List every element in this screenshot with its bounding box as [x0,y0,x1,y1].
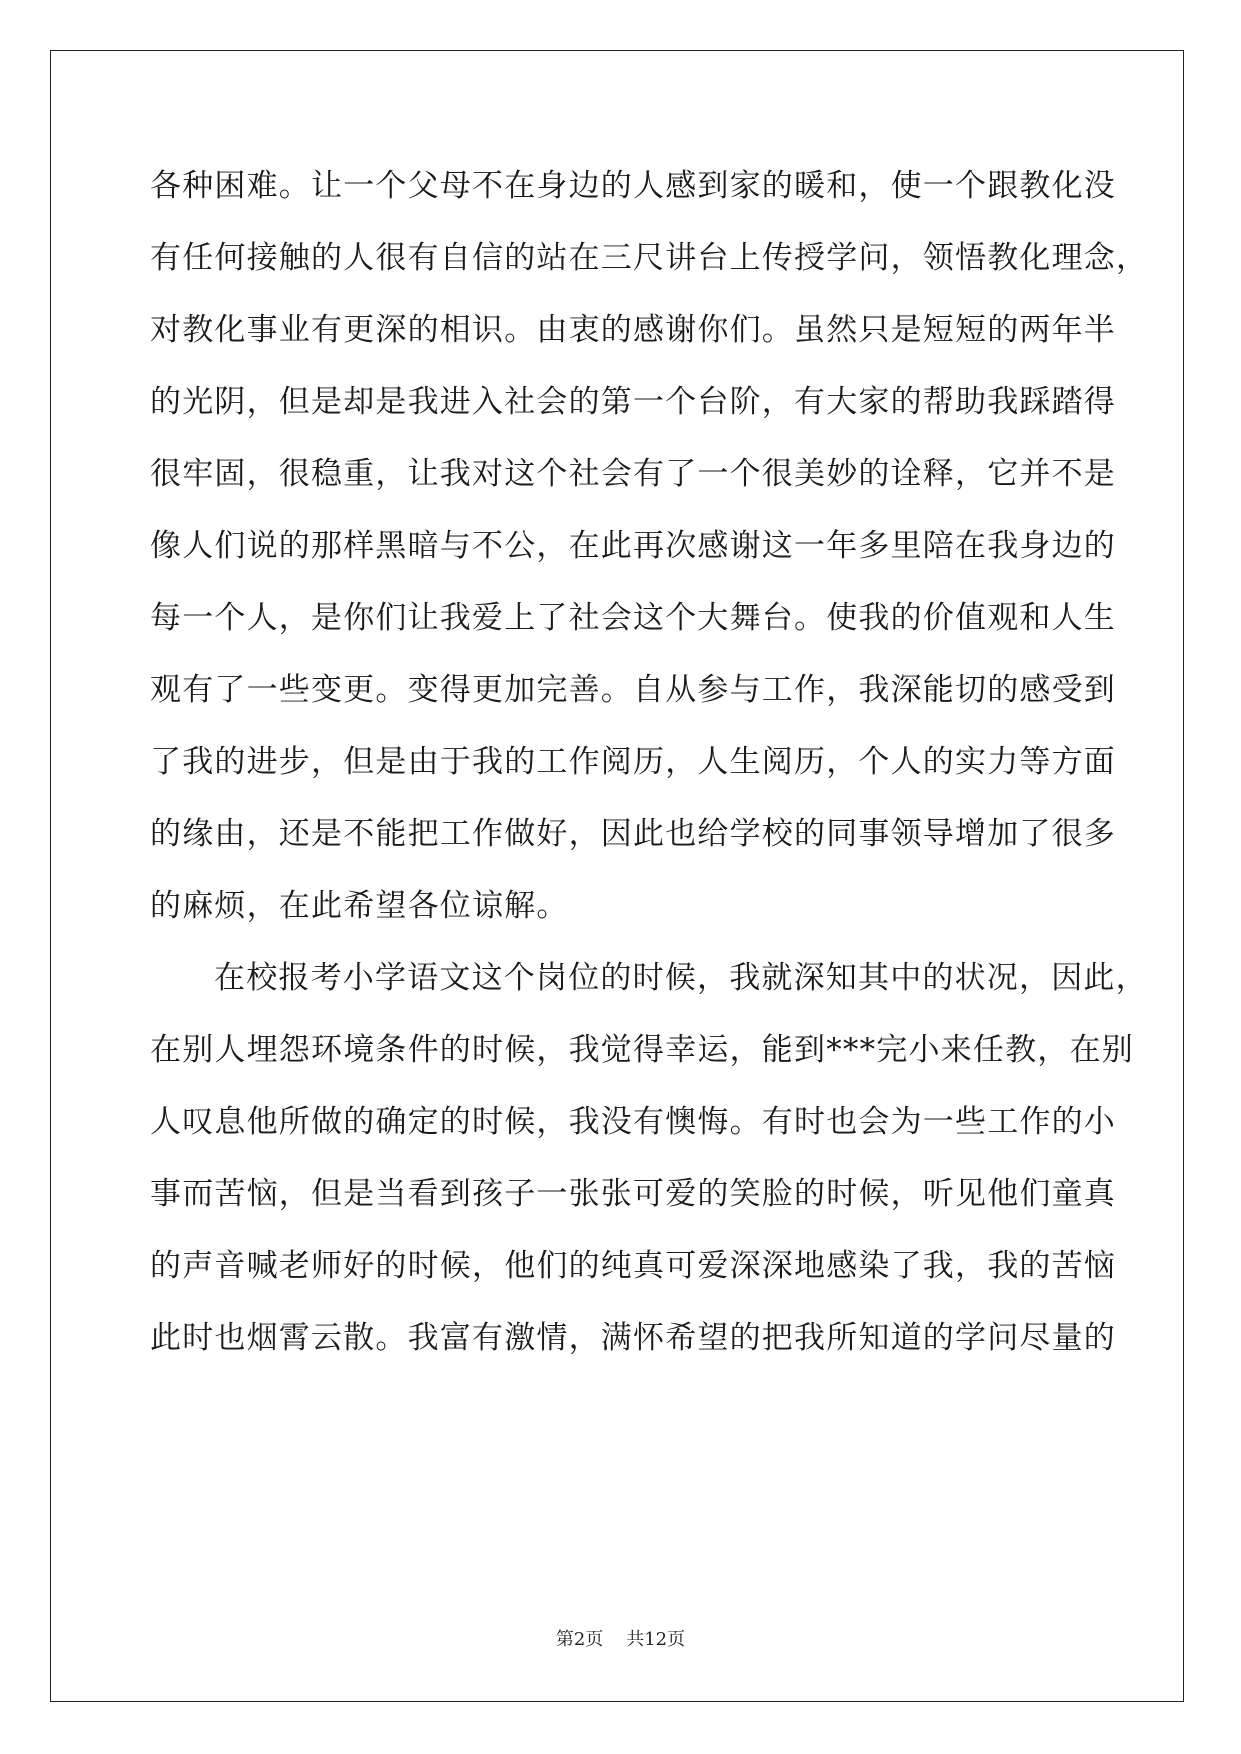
paragraph-start-line: 在校报考小学语文这个岗位的时候，我就深知其中的状况，因此， [214,960,1148,996]
text-line: 的光阴，但是却是我进入社会的第一个台阶，有大家的帮助我踩踏得 [150,384,1116,420]
page-number: 第2页 [555,1629,604,1650]
text-line: 对教化事业有更深的相识。由衷的感谢你们。虽然只是短短的两年半 [150,312,1116,348]
text-line: 人叹息他所做的确定的时候，我没有懊悔。有时也会为一些工作的小 [150,1104,1116,1140]
page-total: 共12页 [626,1629,686,1650]
text-line: 此时也烟霄云散。我富有激情，满怀希望的把我所知道的学问尽量的 [150,1320,1116,1356]
text-line: 事而苦恼，但是当看到孩子一张张可爱的笑脸的时候，听见他们童真 [150,1176,1116,1212]
text-line: 像人们说的那样黑暗与不公，在此再次感谢这一年多里陪在我身边的 [150,528,1116,564]
text-line: 观有了一些变更。变得更加完善。自从参与工作，我深能切的感受到 [150,672,1116,708]
text-line: 很牢固，很稳重，让我对这个社会有了一个很美妙的诠释，它并不是 [150,456,1116,492]
text-line: 了我的进步，但是由于我的工作阅历，人生阅历，个人的实力等方面 [150,744,1116,780]
text-line: 的缘由，还是不能把工作做好，因此也给学校的同事领导增加了很多 [150,816,1116,852]
page-footer [0,1625,1241,1651]
text-line: 有任何接触的人很有自信的站在三尺讲台上传授学问，领悟教化理念， [150,240,1149,276]
text-line: 的声音喊老师好的时候，他们的纯真可爱深深地感染了我，我的苦恼 [150,1248,1116,1284]
text-line: 每一个人，是你们让我爱上了社会这个大舞台。使我的价值观和人生 [150,600,1116,636]
document-body [150,162,1149,1386]
text-line: 在别人埋怨环境条件的时候，我觉得幸运，能到***完小来任教，在别 [150,1032,1134,1068]
text-line: 的麻烦，在此希望各位谅解。 [150,888,569,924]
text-line: 各种困难。让一个父母不在身边的人感到家的暖和，使一个跟教化没 [150,168,1116,204]
